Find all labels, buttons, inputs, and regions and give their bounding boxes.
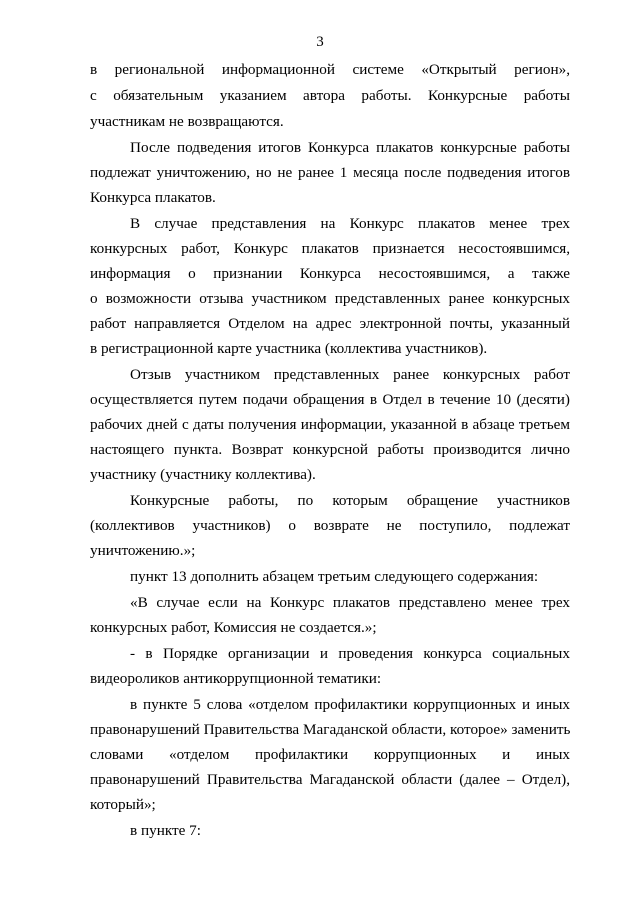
text-line: правонарушений Правительства Магаданской области, которое» заменить — [90, 721, 571, 738]
text-line: о возможности отзыва участником представленных ранее конкурсных — [90, 290, 570, 307]
text-line: подлежат уничтожению, но не ранее 1 месяца после подведения итогов — [90, 164, 570, 181]
text-line: рабочих дней с даты получения информации, указанной в абзаце третьем — [90, 416, 570, 433]
text-line: пункт 13 дополнить абзацем третьим следующего содержания: — [130, 568, 539, 585]
text-line: Отзыв участником представленных ранее конкурсных работ — [130, 366, 570, 383]
text-line: в региональной информационной системе «Открытый регион», — [90, 61, 570, 78]
text-line: В случае представления на Конкурс плакатов менее трех — [130, 215, 570, 232]
text-line: правонарушений Правительства Магаданской области (далее – Отдел), — [90, 771, 570, 788]
text-line: конкурсных работ, Конкурс плакатов признается несостоявшимся, — [90, 240, 570, 257]
text-line: в пункте 7: — [130, 822, 201, 839]
text-line: Конкурсные работы, по которым обращение участников — [130, 492, 570, 509]
text-line: видеороликов антикоррупционной тематики: — [90, 670, 382, 687]
text-line: словами «отделом профилактики коррупционных и иных — [90, 746, 570, 763]
text-line: который»; — [90, 796, 156, 813]
text-line: уничтожению.»; — [90, 542, 196, 559]
text-line: в регистрационной карте участника (коллектива участников). — [90, 340, 488, 357]
text-line: осуществляется путем подачи обращения в Отдел в течение 10 (десяти) — [90, 391, 570, 408]
text-line: работ направляется Отделом на адрес электронной почты, указанный — [90, 315, 570, 332]
text-line: настоящего пункта. Возврат конкурсной работы производится лично — [90, 441, 570, 458]
text-line: с обязательным указанием автора работы. Конкурсные работы — [90, 87, 570, 104]
text-line: участнику (участнику коллектива). — [90, 466, 316, 483]
text-line: информация о признании Конкурса несостоявшимся, а также — [90, 265, 570, 282]
text-line: Конкурса плакатов. — [90, 189, 216, 206]
text-line: в пункте 5 слова «отделом профилактики коррупционных и иных — [130, 696, 570, 713]
text-line: (коллективов участников) о возврате не поступило, подлежат — [90, 517, 570, 534]
text-line: После подведения итогов Конкурса плакатов конкурсные работы — [130, 139, 570, 156]
text-line: - в Порядке организации и проведения конкурса социальных — [130, 645, 570, 662]
text-line: «В случае если на Конкурс плакатов представлено менее трех — [130, 594, 570, 611]
text-line: участникам не возвращаются. — [90, 113, 284, 130]
page-number: 3 — [316, 34, 324, 50]
text-line: конкурсных работ, Комиссия не создается.»; — [90, 619, 377, 636]
